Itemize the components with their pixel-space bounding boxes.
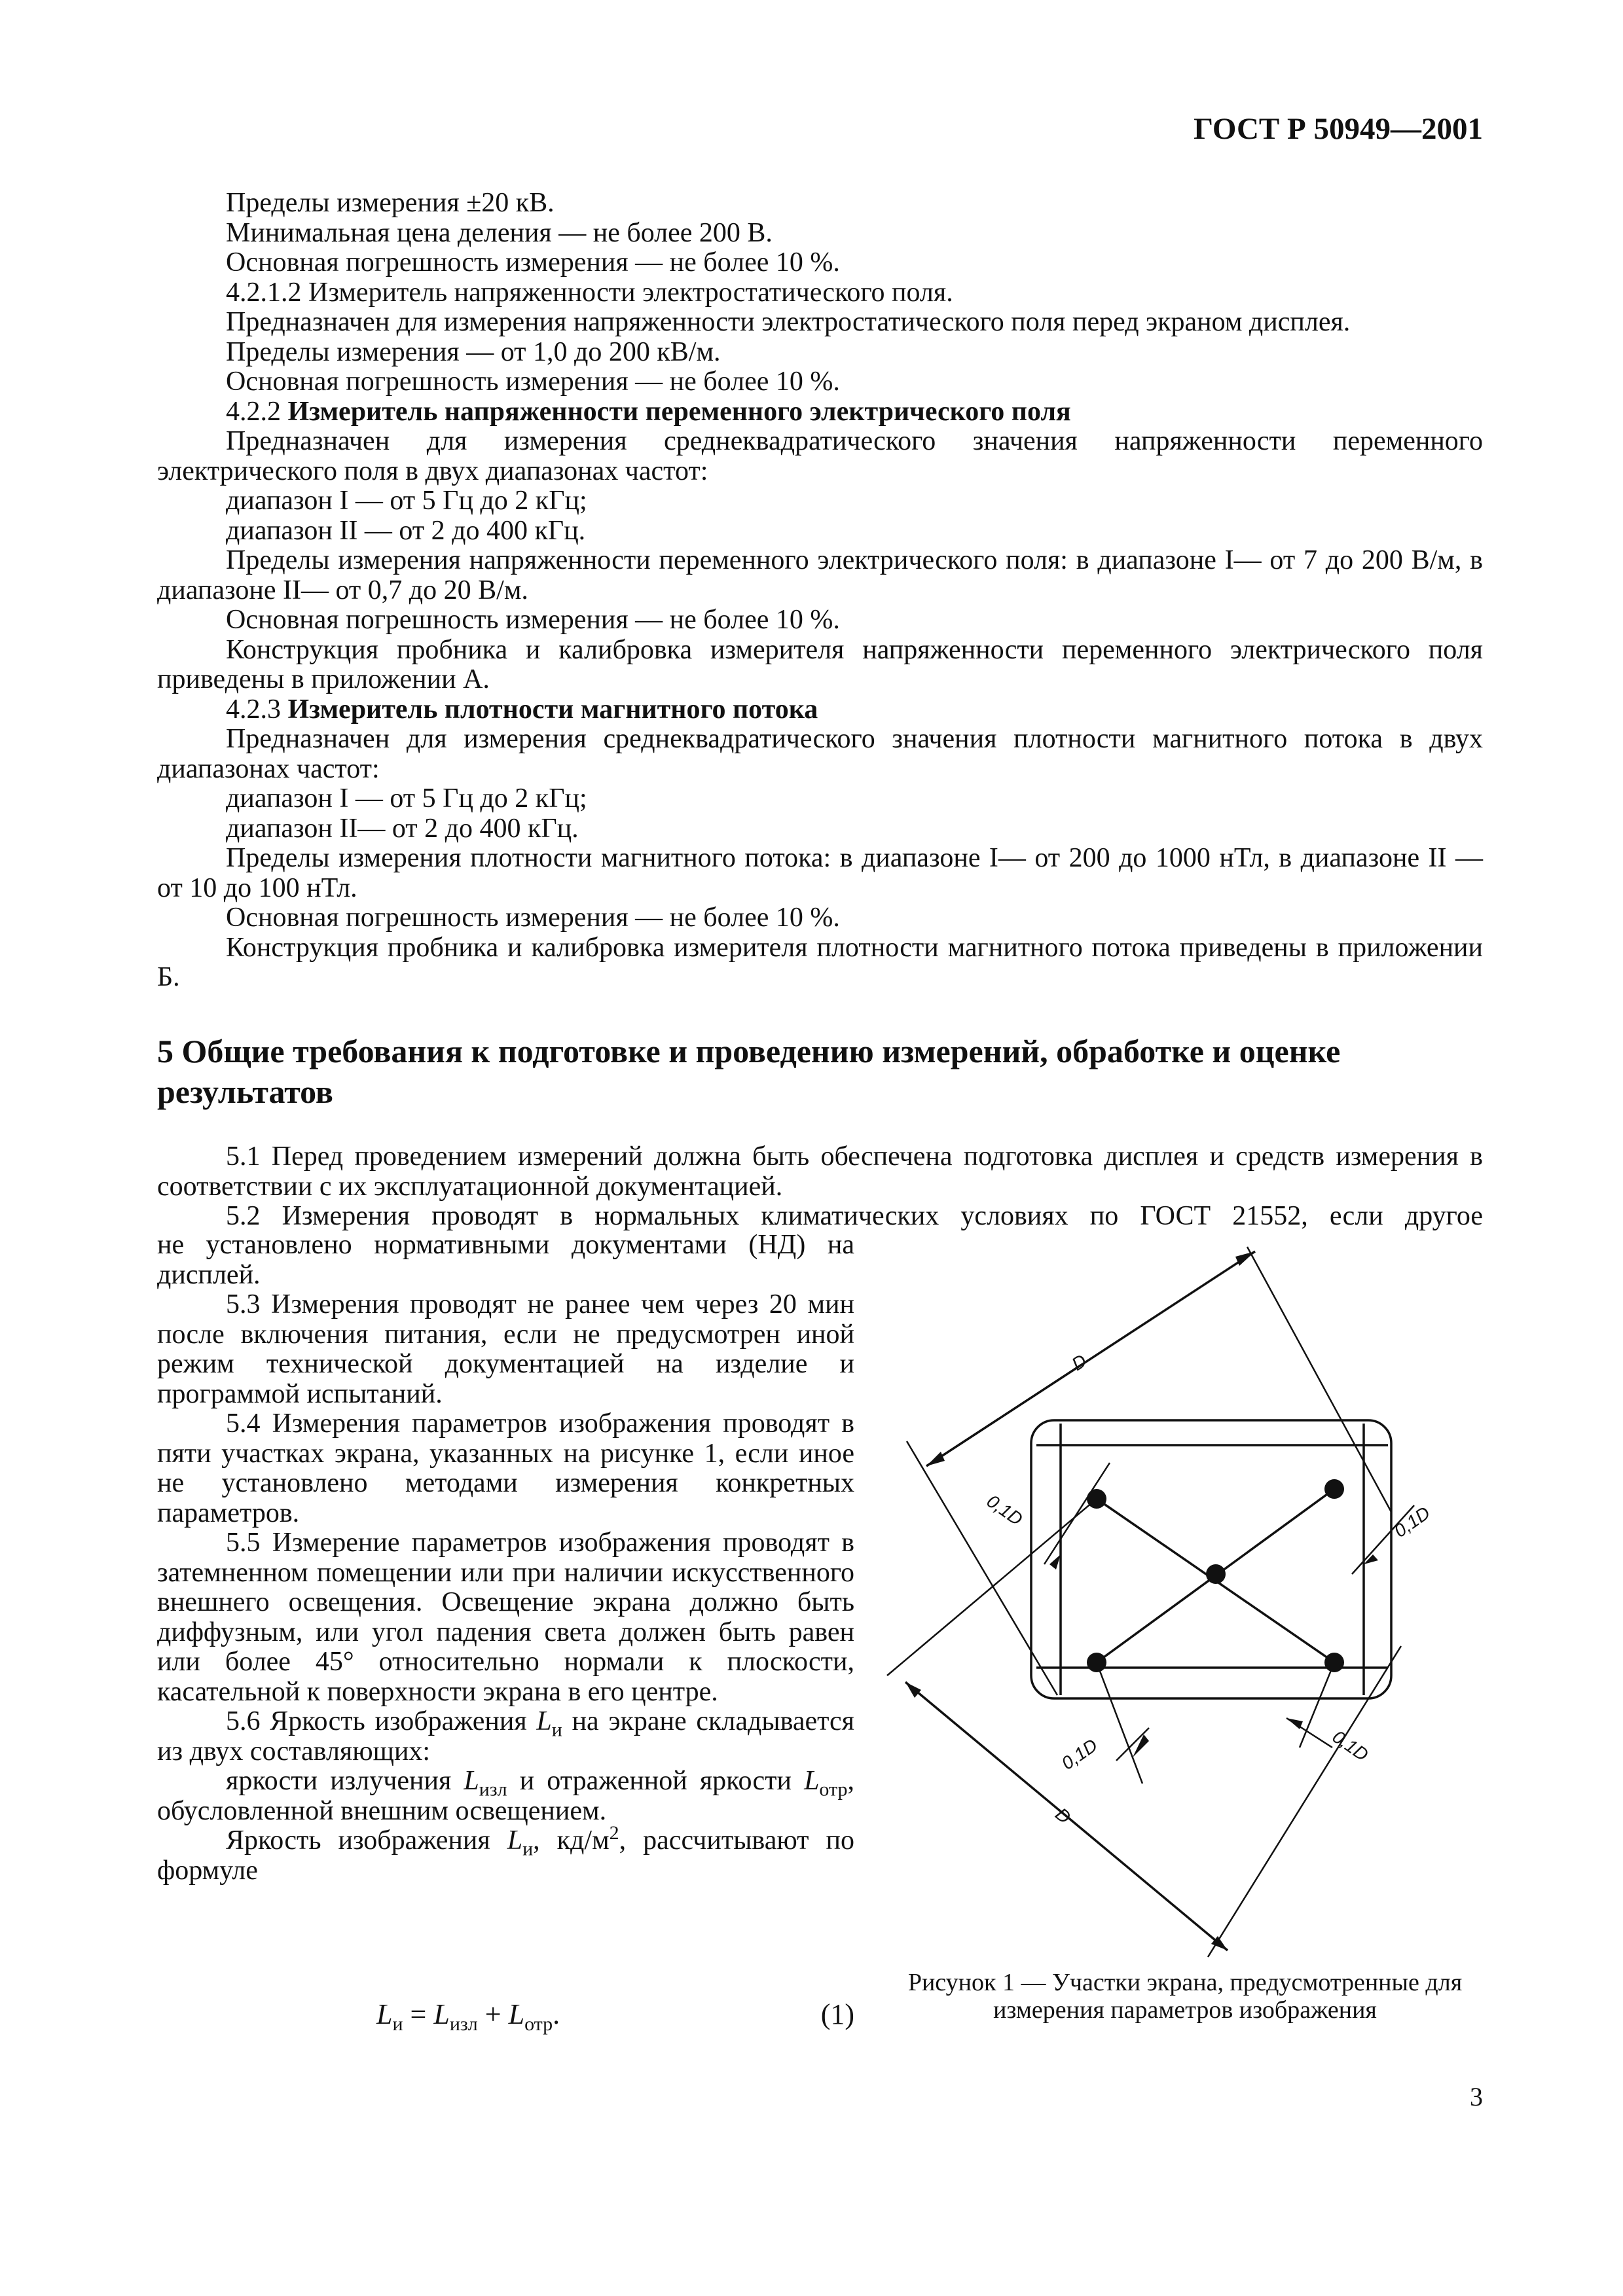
section-title: 5 Общие требования к подготовке и проведению измерений, обработке и оценке результатов — [157, 1033, 1341, 1110]
text-fragment: , обусловленной внешним освещением. — [157, 1766, 855, 1826]
paragraph: 5.5 Измерение параметров изображения проводят в затемненном помещении или при наличии искусственного внешнего освещения. Освещение экрана должно быть диффузным, или угол падения света должен быть равен или более 45° относительно нормали к плоскости, касательной к поверхности экрана в его центре. — [157, 1528, 854, 1707]
text-fragment: и отраженной яркости — [507, 1766, 805, 1796]
paragraph: диапазон I — от 5 Гц до 2 кГц; — [226, 486, 587, 516]
paragraph: 5.3 Измерения проводят не ранее чем через 20 мин после включения питания, если не предусмотрен иной режим технической документацией на изделие и программой испытаний. — [157, 1289, 854, 1409]
extension-line — [907, 1441, 1057, 1695]
figure-caption: Рисунок 1 — Участки экрана, предусмотренные для измерения параметров изображения — [907, 1969, 1463, 2024]
label-01d-left: 0,1D — [983, 1490, 1027, 1530]
paragraph: Основная погрешность измерения — не более 10 %. — [226, 605, 840, 635]
paragraph: Основная погрешность измерения — не более 10 %. — [226, 903, 840, 933]
subscript: отр — [524, 2013, 553, 2035]
extension-line — [1247, 1247, 1391, 1512]
body-text-top — [157, 188, 1483, 993]
subscript: и — [522, 1838, 534, 1860]
paragraph: Пределы измерения — от 1,0 до 200 кВ/м. — [226, 336, 721, 367]
variable: L — [508, 1998, 525, 2030]
arrowhead — [1049, 1554, 1061, 1570]
paragraph: 4.2.1.2 Измеритель напряженности электростатического поля. — [226, 277, 953, 308]
subsection-heading — [157, 397, 1483, 427]
dimension-line-01d — [1300, 1662, 1334, 1748]
body-text-left-column — [157, 1230, 854, 1886]
arrowhead — [1133, 1734, 1149, 1757]
measurement-point-top-left — [1087, 1489, 1106, 1509]
subsection-number: 4.2.3 — [226, 694, 288, 725]
paragraph: Пределы измерения ±20 кВ. — [226, 188, 555, 218]
measurement-point-bottom-right — [1324, 1653, 1344, 1672]
text-fragment: , рассчитывают по формуле — [157, 1825, 854, 1886]
text-fragment: 5.6 Яркость изображения — [226, 1706, 537, 1736]
document-header: ГОСТ Р 50949—2001 — [1194, 112, 1483, 146]
paragraph: диапазон II— от 2 до 400 кГц. — [226, 813, 579, 844]
paragraph: Предназначен для измерения среднеквадратического значения плотности магнитного потока в двух диапазонах частот: — [157, 724, 1483, 784]
label-d-top: D — [1068, 1350, 1091, 1375]
text-fragment: яркости излучения — [226, 1766, 464, 1796]
measurement-point-bottom-left — [1087, 1653, 1106, 1672]
superscript: 2 — [609, 1822, 619, 1844]
paragraph: Пределы измерения плотности магнитного потока: в диапазоне I— от 200 до 1000 нТл, в диапазоне II — от 10 до 100 нТл. — [157, 843, 1483, 903]
paragraph: 5.4 Измерения параметров изображения проводят в пяти участках экрана, указанных на рисунке 1, если иное не установлено методами измерения конкретных параметров. — [157, 1408, 854, 1528]
variable: L — [433, 1998, 450, 2030]
text-fragment: , кд/м — [533, 1825, 610, 1856]
arrowhead — [905, 1682, 921, 1698]
extension-line — [887, 1499, 1097, 1676]
arrowhead — [926, 1452, 945, 1466]
section-heading — [157, 1031, 1483, 1112]
punctuation: . — [553, 1998, 560, 2030]
figure-screen-areas — [881, 1224, 1489, 1970]
operator: = — [403, 1998, 434, 2030]
dimension-line-01d — [1097, 1662, 1142, 1784]
subscript: изл — [479, 1778, 507, 1801]
paragraph: диапазон I — от 5 Гц до 2 кГц; — [226, 783, 587, 814]
paragraph: Предназначен для измерения среднеквадратического значения напряженности переменного электрического поля в двух диапазонах частот: — [157, 426, 1483, 486]
extension-line — [1208, 1646, 1401, 1957]
label-01d-right: 0,1D — [1390, 1502, 1434, 1541]
subsection-heading — [157, 695, 1483, 725]
subsection-title: Измеритель плотности магнитного потока — [287, 694, 818, 725]
connector-line — [1097, 1489, 1334, 1499]
paragraph: Предназначен для измерения напряженности электростатического поля перед экраном дисплея. — [226, 307, 1351, 337]
measurement-point-top-right — [1324, 1479, 1344, 1499]
label-d-bottom: D — [1051, 1803, 1075, 1828]
variable: L — [376, 1998, 393, 2030]
paragraph: Конструкция пробника и калибровка измерителя напряженности переменного электрического поля приведены в приложении А. — [157, 634, 1483, 694]
variable: L — [536, 1706, 552, 1736]
paragraph: Минимальная цена деления — не более 200 В. — [226, 217, 773, 248]
paragraph: не установлено нормативными документами (НД) на дисплей. — [157, 1230, 854, 1290]
formula-number: (1) — [820, 1998, 854, 2030]
formula-1 — [376, 1998, 854, 2035]
body-text-section5 — [157, 1142, 1483, 1232]
variable: L — [464, 1766, 479, 1796]
paragraph — [157, 1822, 854, 1886]
subsection-number: 4.2.2 — [226, 396, 288, 427]
text-fragment: на экране складывается из двух составляющих: — [157, 1706, 854, 1767]
paragraph: Основная погрешность измерения — не более 10 %. — [226, 367, 840, 397]
subscript: изл — [449, 2013, 478, 2035]
paragraph: 5.1 Перед проведением измерений должна быть обеспечена подготовка дисплея и средств измерения в соответствии с их эксплуатационной документацией. — [157, 1141, 1483, 1202]
subsection-title: Измеритель напряженности переменного электрического поля — [287, 396, 1071, 427]
paragraph: диапазон II — от 2 до 400 кГц. — [226, 515, 586, 546]
paragraph — [157, 1767, 854, 1826]
variable: L — [507, 1825, 523, 1856]
paragraph: Конструкция пробника и калибровка измерителя плотности магнитного потока приведены в приложении Б. — [157, 932, 1483, 992]
dimension-line-d-top — [926, 1251, 1255, 1466]
operator: + — [477, 1998, 509, 2030]
label-01d-bottom-left: 0,1D — [1057, 1734, 1101, 1774]
label-01d-bottom-right: 0,1D — [1328, 1726, 1372, 1765]
formula-expression — [376, 1998, 560, 2035]
subscript: и — [392, 2013, 403, 2035]
paragraph: 5.2 Измерения проводят в нормальных климатических условиях по ГОСТ 21552, если другое — [226, 1201, 1483, 1231]
subscript: и — [551, 1719, 562, 1741]
paragraph — [157, 1707, 854, 1767]
dimension-line-01d — [1044, 1463, 1110, 1564]
page-number: 3 — [1470, 2082, 1483, 2111]
measurement-point-center — [1206, 1564, 1226, 1584]
variable: L — [804, 1766, 820, 1796]
subscript: отр — [819, 1778, 848, 1801]
paragraph: Пределы измерения напряженности переменного электрического поля: в диапазоне I— от 7 до 200 В/м, в диапазоне II— от 0,7 до 20 В/м. — [157, 545, 1483, 605]
text-fragment: Яркость изображения — [226, 1825, 507, 1856]
paragraph: Основная погрешность измерения — не более 10 %. — [226, 247, 840, 278]
